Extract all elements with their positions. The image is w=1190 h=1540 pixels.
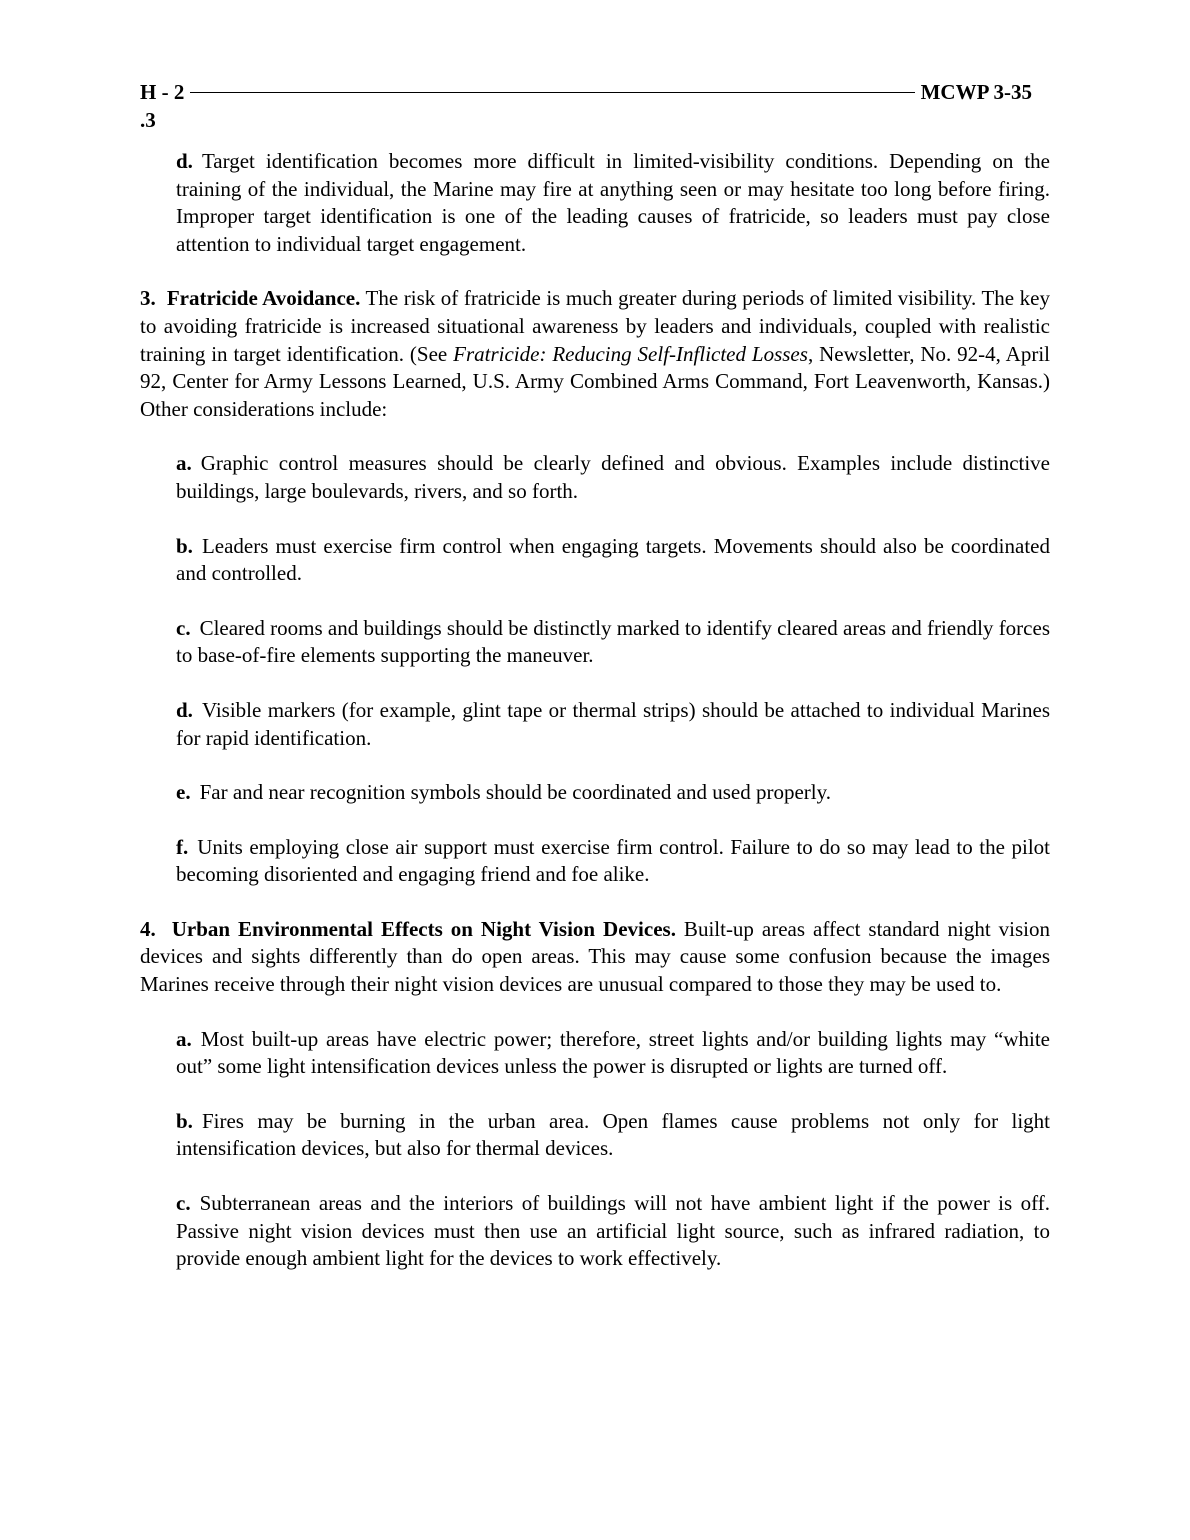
section-4-paragraph xyxy=(140,916,1050,999)
item-text: Far and near recognition symbols should be coordinated and used properly. xyxy=(199,780,831,805)
list-item xyxy=(176,1190,1050,1273)
section-3-text-1: The risk of fratricide is much greater during periods of limited visibility. The key to avoiding fratricide is increased situational awareness by leaders and individuals, coupled with realistic training in target identification. (See xyxy=(140,286,1050,366)
item-text: Most built-up areas have electric power; therefore, street lights and/or building lights may “white out” some light intensification devices unless the power is disrupted or lights are turned off. xyxy=(176,1026,1050,1079)
publication-number: MCWP 3-35 xyxy=(920,80,1032,104)
list-item xyxy=(176,1026,1050,1081)
publication-number-wrap: .3 xyxy=(140,108,156,132)
item-lead: a. xyxy=(176,1026,192,1051)
item-text: Units employing close air support must exercise firm control. Failure to do so may lead to the pilot becoming disoriented and engaging friend and foe alike. xyxy=(176,834,1050,887)
item-lead: e. xyxy=(176,780,191,805)
item-lead: d. xyxy=(176,697,193,722)
section-3-paragraph xyxy=(140,285,1050,423)
section-3-text-2: , Newsletter, No. 92-4, April 92, Center for Army Lessons Learned, U.S. Army Combined Arms Command, Fort Leavenworth, Kansas.) Other considerations include: xyxy=(140,341,1051,421)
list-item xyxy=(176,615,1050,670)
item-lead: a. xyxy=(176,451,192,476)
header-rule xyxy=(190,92,914,93)
list-item xyxy=(176,779,1050,807)
citation-title: Fratricide: Reducing Self-Inflicted Losses xyxy=(453,341,808,366)
item-lead: b. xyxy=(176,533,193,558)
item-lead: c. xyxy=(176,615,191,640)
item-text: Target identification becomes more difficult in limited-visibility conditions. Depending on the training of the individual, the Marine may fire at anything seen or may hesitate too long before firing. Improper target identification is one of the leading causes of fratricide, so leaders must pay close attention to individual target engagement. xyxy=(176,149,1050,256)
item-lead: b. xyxy=(176,1108,193,1133)
section-3-heading: 3. Fratricide Avoidance. xyxy=(140,286,361,311)
item-lead: f. xyxy=(176,834,189,859)
item-text: Subterranean areas and the interiors of buildings will not have ambient light if the power is off. Passive night vision devices must then use an artificial light source, such as infrared radiation, to provide enough ambient light for the devices to work effectively. xyxy=(176,1191,1050,1271)
section-4-heading: 4. Urban Environmental Effects on Night Vision Devices. xyxy=(140,916,676,941)
item-text: Cleared rooms and buildings should be distinctly marked to identify cleared areas and friendly forces to base-of-fire elements supporting the maneuver. xyxy=(176,615,1050,668)
section-4-text: Built-up areas affect standard night vision devices and sights differently than do open areas. This may cause some confusion because the images Marines receive through their night vision devices are unusual compared to those they may be used to. xyxy=(140,916,1051,997)
item-lead: d. xyxy=(176,149,193,173)
item-text: Fires may be burning in the urban area. Open flames cause problems not only for light intensification devices, but also for thermal devices. xyxy=(176,1108,1050,1161)
document-page xyxy=(140,78,1050,1273)
paragraph-2d xyxy=(176,148,1050,258)
item-lead: c. xyxy=(176,1191,191,1216)
item-text: Visible markers (for example, glint tape or thermal strips) should be attached to individual Marines for rapid identification. xyxy=(176,697,1050,750)
list-item xyxy=(176,450,1050,505)
list-item xyxy=(176,1108,1050,1163)
item-text: Leaders must exercise firm control when engaging targets. Movements should also be coordinated and controlled. xyxy=(176,533,1050,586)
list-item xyxy=(176,834,1050,889)
list-item xyxy=(176,697,1050,752)
page-number: H - 2 xyxy=(140,80,185,104)
item-text: Graphic control measures should be clearly defined and obvious. Examples include distinctive buildings, large boulevards, rivers, and so forth. xyxy=(176,451,1050,503)
list-item xyxy=(176,533,1050,588)
running-header xyxy=(140,78,1050,106)
